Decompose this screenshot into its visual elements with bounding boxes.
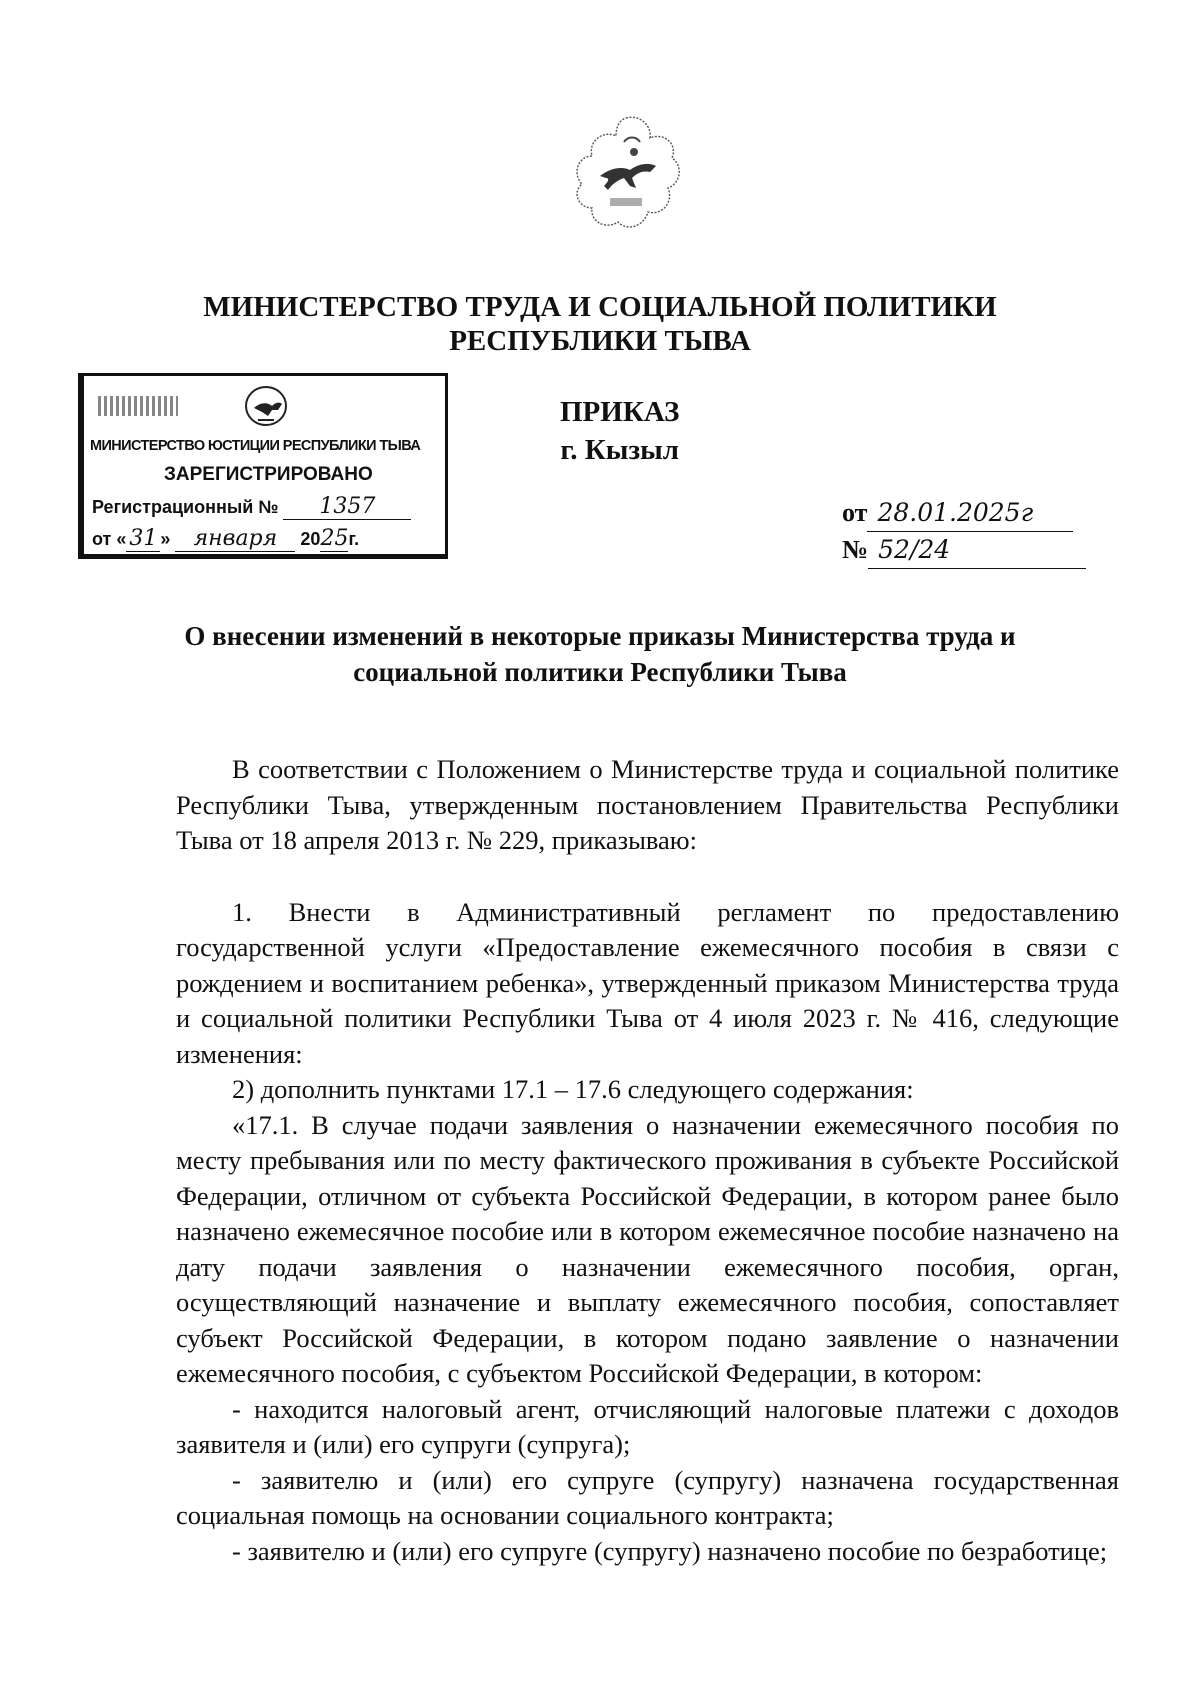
republic-emblem — [570, 112, 682, 238]
order-date-value: 28.01.2025г — [867, 495, 1073, 532]
document-title — [0, 618, 1200, 690]
stamp-date-prefix: от « — [92, 529, 127, 549]
order-date-row — [842, 495, 1086, 532]
stamp-status: ЗАРЕГИСТРИРОВАНО — [164, 464, 373, 485]
stamp-date-end: г. — [348, 529, 360, 549]
paragraph-17-1: «17.1. В случае подачи заявления о назначении ежемесячного пособия по месту пребывания или по месту фактического проживания в субъекте Российской Федерации, отличном от субъекта Российской Федерации, в котором ранее было назначено ежемесячное пособие или в котором ежемесячное пособие назначено на дату подачи заявления о назначении ежемесячного пособия, орган, осуществляющий назначение и выплату ежемесячного пособия, сопоставляет субъект Российской Федерации, в котором подано заявление о назначении ежемесячного пособия, с субъектом Российской Федерации, в котором: — [176, 1109, 1119, 1388]
paragraph-item-1: 1. Внести в Административный регламент по предоставлению государственной услуги «Предоставление ежемесячного пособия в связи с рождением и воспитанием ребенка», утвержденный приказом Министерства труда и социальной политики Республики Тыва от 4 июля 2023 г. № 416, следующие изменения: — [176, 896, 1119, 1069]
title-line-2: социальной политики Республики Тыва — [353, 657, 847, 687]
document-type: ПРИКАЗ — [560, 396, 680, 428]
stamp-date-row — [92, 526, 359, 552]
document-body — [176, 752, 1119, 1569]
paragraph-item-2: 2) дополнить пунктами 17.1 – 17.6 следующего содержания: — [232, 1074, 914, 1104]
document-city: г. Кызыл — [560, 434, 680, 466]
stamp-date-month: января — [175, 526, 295, 552]
stamp-date-day: 31 — [126, 526, 160, 552]
title-line-1: О внесении изменений в некоторые приказы Министерства труда и — [184, 621, 1016, 651]
ministry-line-2: РЕСПУБЛИКИ ТЫВА — [449, 325, 751, 357]
paragraph-preamble: В соответствии с Положением о Министерстве труда и социальной политике Республики Тыва, утвержденным постановлением Правительства Республики Тыва от 18 апреля 2013 г. № 229, приказываю: — [176, 754, 1119, 855]
document-heading — [560, 393, 679, 469]
ministry-name — [0, 290, 1200, 358]
stamp-reg-label: Регистрационный № — [92, 497, 279, 517]
stamp-reg-number: 1357 — [283, 494, 411, 520]
list-item-unemployment: - заявителю и (или) его супруге (супругу) назначено пособие по безработице; — [232, 1535, 1108, 1566]
order-number-label: № — [842, 535, 869, 564]
order-number-value: 52/24 — [868, 532, 1086, 569]
stamp-date-mid: » — [160, 529, 171, 549]
list-item-tax-agent: - находится налоговый агент, отчисляющий налоговые платежи с доходов заявителя и (или) его супруги (супруга); — [176, 1393, 1119, 1459]
stamp-org: МИНИСТЕРСТВО ЮСТИЦИИ РЕСПУБЛИКИ ТЫВА — [90, 438, 421, 454]
stamp-blot — [98, 396, 178, 416]
registration-stamp — [78, 373, 448, 559]
order-number-row — [842, 532, 1086, 569]
order-date-label: от — [842, 498, 868, 527]
stamp-emblem-icon — [242, 384, 290, 428]
ministry-line-1: МИНИСТЕРСТВО ТРУДА И СОЦИАЛЬНОЙ ПОЛИТИКИ — [203, 291, 997, 323]
list-item-social-contract: - заявителю и (или) его супруге (супругу) назначена государственная социальная помощь на основании социального контракта; — [176, 1464, 1119, 1530]
stamp-year-prefix: 20 — [300, 529, 321, 549]
stamp-reg-row — [92, 494, 411, 520]
stamp-year-suffix: 25 — [320, 526, 349, 551]
order-meta — [842, 495, 1086, 569]
